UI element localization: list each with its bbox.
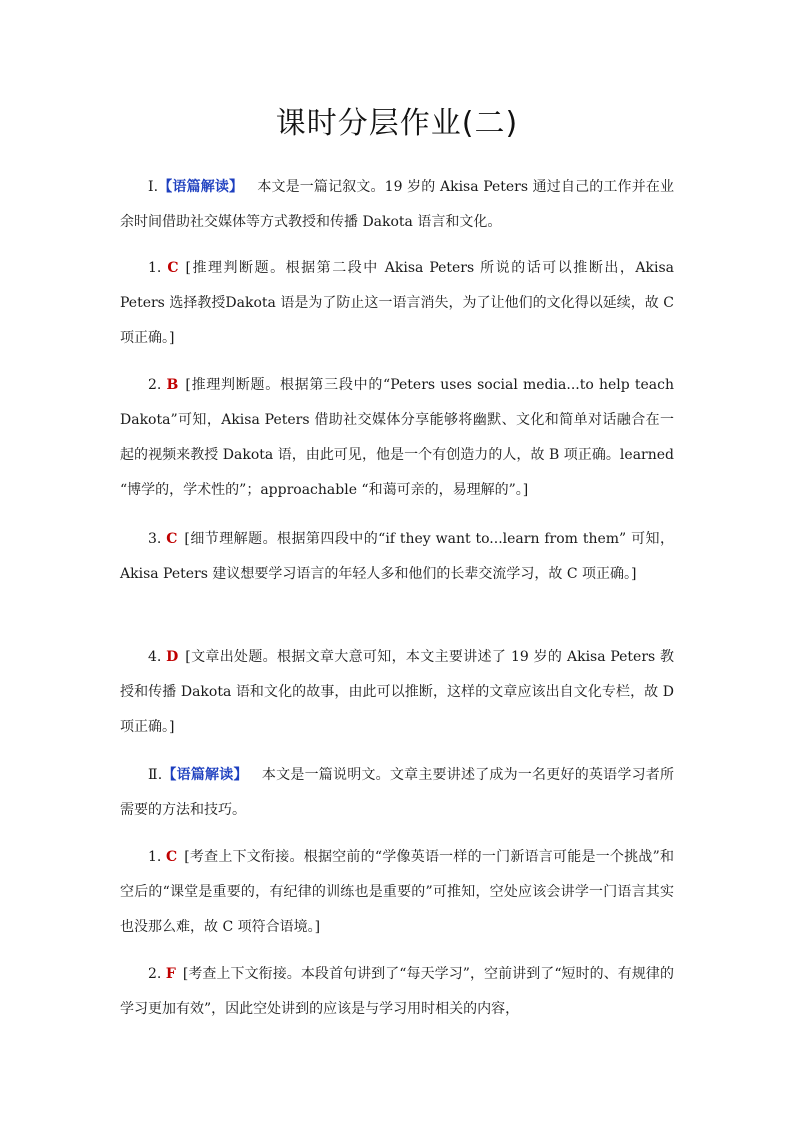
item-explanation: [文章出处题。根据文章大意可知，本文主要讲述了 19 岁的 Akisa Peters 教授和传播 Dakota 语和文化的故事，由此可以推断，这样的文章应该出自文化专栏，故 D 项正确。] bbox=[120, 649, 674, 735]
section2-intro bbox=[120, 758, 674, 828]
section2-label: 【语篇解读】 bbox=[162, 767, 248, 783]
item-number: 1. bbox=[148, 260, 162, 276]
answer-letter: F bbox=[165, 966, 176, 982]
item-number: 3. bbox=[148, 531, 162, 547]
answer-letter: C bbox=[167, 260, 179, 276]
section2-summary: 本文是一篇说明文。文章主要讲述了成为一名更好的英语学习者所需要的方法和技巧。 bbox=[120, 767, 675, 818]
item-explanation: [细节理解题。根据第四段中的“if they want to...learn from them” 可知，Akisa Peters 建议想要学习语言的年轻人多和他们的长辈交流学习，故 C 项正确。] bbox=[120, 531, 674, 582]
section1-item-2 bbox=[120, 368, 674, 508]
item-number: 4. bbox=[148, 649, 162, 665]
item-number: 2. bbox=[148, 377, 162, 393]
item-number: 1. bbox=[148, 849, 162, 865]
section1-item-1 bbox=[120, 251, 674, 356]
item-number: 2. bbox=[148, 966, 162, 982]
section1-numeral: Ⅰ. bbox=[148, 179, 159, 195]
page-title: 课时分层作业(二) bbox=[275, 106, 519, 141]
answer-letter: D bbox=[166, 649, 179, 665]
item-explanation: [推理判断题。根据第三段中的“Peters uses social media...to help teach Dakota”可知，Akisa Peters 借助社交媒体分享能够将幽默、文化和简单对话融合在一起的视频来教授 Dakota 语，由此可见，他是一个有创造力的人，故 B 项正确。learned “博学的，学术性的”；approachable “和蔼可亲的，易理解的”。] bbox=[120, 377, 674, 498]
answer-letter: B bbox=[166, 377, 179, 393]
section2-numeral: Ⅱ. bbox=[148, 767, 163, 783]
item-explanation: [考查上下文衔接。根据空前的“学像英语一样的一门新语言可能是一个挑战”和空后的“课堂是重要的，有纪律的训练也是重要的”可推知，空处应该会讲学一门语言其实也没那么难，故 C 项符合语境。] bbox=[120, 849, 674, 935]
section1-item-3 bbox=[120, 522, 674, 592]
section1-summary: 本文是一篇记叙文。19 岁的 Akisa Peters 通过自己的工作并在业余时间借助社交媒体等方式教授和传播 Dakota 语言和文化。 bbox=[120, 179, 674, 230]
section2-item-1 bbox=[120, 840, 674, 945]
answer-letter: C bbox=[166, 531, 178, 547]
answer-letter: C bbox=[166, 849, 178, 865]
section2-item-2 bbox=[120, 957, 674, 1027]
item-explanation: [推理判断题。根据第二段中 Akisa Peters 所说的话可以推断出，Akisa Peters 选择教授Dakota 语是为了防止这一语言消失，为了让他们的文化得以延续，故 C 项正确。] bbox=[120, 260, 674, 346]
section1-item-4 bbox=[120, 640, 674, 745]
section1-label: 【语篇解读】 bbox=[158, 179, 244, 195]
item-explanation: [考查上下文衔接。本段首句讲到了“每天学习”，空前讲到了“短时的、有规律的学习更加有效”，因此空处讲到的应该是与学习用时相关的内容， bbox=[120, 966, 674, 1017]
section1-intro bbox=[120, 170, 674, 240]
